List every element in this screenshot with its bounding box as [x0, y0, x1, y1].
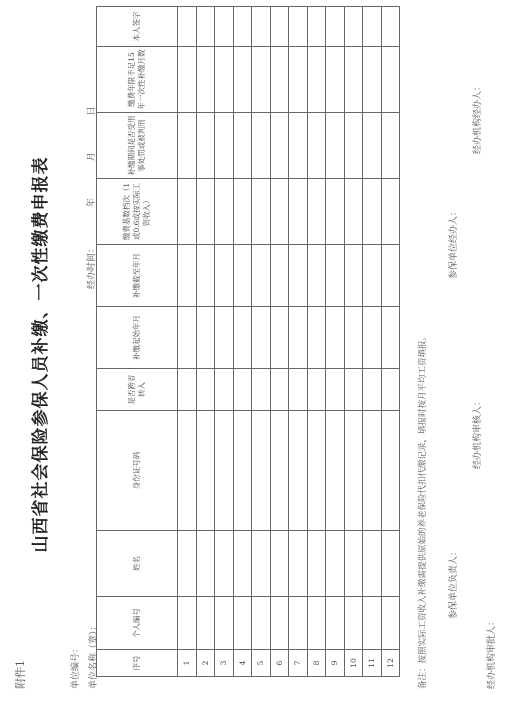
remarks-note: 备注：按照实际工资收入补缴需提供原始的养老保险代扣代缴记录，填报时按月平均工资填报。 [418, 331, 428, 689]
table-cell [289, 7, 308, 47]
row-number: 11 [363, 650, 382, 677]
table-cell [215, 597, 234, 650]
table-cell [178, 179, 197, 245]
table-cell [381, 531, 400, 597]
row-number: 10 [344, 650, 363, 677]
table-cell [233, 597, 252, 650]
date-day-label: 日 [87, 106, 97, 116]
table-cell [252, 7, 271, 47]
table-cell [363, 597, 382, 650]
table-cell [215, 411, 234, 531]
row-number: 7 [289, 650, 308, 677]
table-cell [381, 47, 400, 113]
table-cell [344, 411, 363, 531]
table-cell [270, 179, 289, 245]
table-cell [326, 47, 345, 113]
table-cell [344, 369, 363, 411]
table-cell [178, 307, 197, 369]
table-cell [233, 7, 252, 47]
table-cell [196, 179, 215, 245]
table-cell [344, 245, 363, 307]
table-cell [178, 531, 197, 597]
table-cell [363, 307, 382, 369]
table-cell [326, 7, 345, 47]
date-month-label: 月 [87, 152, 97, 162]
table-cell [363, 179, 382, 245]
agency-approver-signature: 经办机构审批人： [487, 616, 497, 689]
column-header: 身份证号码 [97, 411, 178, 531]
table-cell [233, 245, 252, 307]
table-cell [381, 597, 400, 650]
date-year-label: 年 [87, 198, 97, 208]
table-cell [196, 245, 215, 307]
table-cell [178, 47, 197, 113]
table-cell [289, 245, 308, 307]
row-number: 2 [196, 650, 215, 677]
table-cell [196, 47, 215, 113]
table-cell [307, 531, 326, 597]
table-cell [233, 179, 252, 245]
agency-reviewer-signature: 经办机构审核人： [473, 396, 483, 469]
table-cell [233, 531, 252, 597]
table-cell [270, 7, 289, 47]
table-row [252, 7, 271, 677]
table-cell [344, 179, 363, 245]
table-cell [307, 245, 326, 307]
table-cell [307, 113, 326, 179]
table-cell [289, 179, 308, 245]
table-row [344, 7, 363, 677]
unit-handler-signature: 参保单位经办人： [449, 206, 459, 279]
table-row [307, 7, 326, 677]
table-cell [270, 531, 289, 597]
table-cell [196, 411, 215, 531]
table-cell [233, 369, 252, 411]
header-row [97, 7, 178, 677]
table-cell [363, 369, 382, 411]
table-row [270, 7, 289, 677]
table-body [178, 7, 400, 677]
table-cell [363, 411, 382, 531]
table-cell [215, 307, 234, 369]
declaration-table [96, 6, 400, 677]
column-header: 姓名 [97, 531, 178, 597]
table-row [196, 7, 215, 677]
table-cell [344, 7, 363, 47]
table-cell [270, 369, 289, 411]
table-cell [326, 113, 345, 179]
table-header [97, 7, 178, 677]
agency-handler-signature: 经办机构经办人： [473, 81, 483, 154]
table-cell [289, 307, 308, 369]
table-cell [307, 179, 326, 245]
table-cell [326, 597, 345, 650]
table-row [381, 7, 400, 677]
table-cell [326, 369, 345, 411]
table-cell [307, 411, 326, 531]
table-cell [252, 597, 271, 650]
table-cell [363, 7, 382, 47]
column-header: 缴费基数档次（1或0.6或按实际工资收入） [97, 179, 178, 245]
table-row [326, 7, 345, 677]
table-row [233, 7, 252, 677]
table-row [215, 7, 234, 677]
table-cell [289, 531, 308, 597]
table-cell [381, 113, 400, 179]
column-header: 本人签字 [97, 7, 178, 47]
row-number: 3 [215, 650, 234, 677]
table-cell [363, 113, 382, 179]
table-cell [252, 369, 271, 411]
table-cell [289, 47, 308, 113]
unit-leader-signature: 参保单位负责人： [449, 546, 459, 619]
table-cell [326, 307, 345, 369]
table-cell [178, 597, 197, 650]
table-cell [326, 179, 345, 245]
table-cell [270, 47, 289, 113]
table-cell [381, 7, 400, 47]
table-cell [270, 245, 289, 307]
table-cell [215, 47, 234, 113]
table-cell [381, 245, 400, 307]
table-cell [178, 411, 197, 531]
table-cell [381, 369, 400, 411]
table-cell [289, 369, 308, 411]
table-cell [363, 245, 382, 307]
row-number: 12 [381, 650, 400, 677]
table-cell [233, 113, 252, 179]
table-cell [344, 531, 363, 597]
table-cell [307, 47, 326, 113]
table-cell [252, 531, 271, 597]
table-cell [252, 307, 271, 369]
table-cell [215, 7, 234, 47]
row-number: 4 [233, 650, 252, 677]
form-title: 山西省社会保险参保人员补缴、一次性缴费申报表 [31, 156, 51, 553]
table-cell [326, 411, 345, 531]
table-cell [270, 597, 289, 650]
table-cell [270, 411, 289, 531]
table-cell [196, 597, 215, 650]
table-cell [215, 369, 234, 411]
table-cell [289, 113, 308, 179]
table-cell [196, 369, 215, 411]
row-number: 9 [326, 650, 345, 677]
row-number: 8 [307, 650, 326, 677]
column-header: 补缴截至年月 [97, 245, 178, 307]
table-cell [196, 307, 215, 369]
table-cell [178, 245, 197, 307]
table-cell [252, 179, 271, 245]
table-cell [363, 531, 382, 597]
table-cell [363, 47, 382, 113]
table-cell [196, 531, 215, 597]
table-cell [326, 531, 345, 597]
unit-code-label: 单位编号： [71, 643, 81, 689]
attachment-label: 附件1 [14, 660, 27, 689]
table-cell [233, 47, 252, 113]
table-cell [344, 307, 363, 369]
table-cell [344, 597, 363, 650]
table-cell [252, 113, 271, 179]
table-cell [289, 597, 308, 650]
table-cell [252, 245, 271, 307]
table-cell [289, 411, 308, 531]
table-cell [196, 7, 215, 47]
table-cell [381, 411, 400, 531]
column-header: 个人编号 [97, 597, 178, 650]
table-cell [196, 113, 215, 179]
table-cell [215, 245, 234, 307]
table-cell [307, 307, 326, 369]
row-number: 6 [270, 650, 289, 677]
table-cell [215, 113, 234, 179]
table-row [289, 7, 308, 677]
table-cell [178, 113, 197, 179]
table-cell [307, 7, 326, 47]
table-cell [270, 307, 289, 369]
table-cell [344, 47, 363, 113]
unit-name-label: 单位名称（章）： [89, 621, 99, 689]
column-header: 是否跨省转入 [97, 369, 178, 411]
table-cell [215, 531, 234, 597]
date-label: 经办时间： [87, 243, 97, 289]
table-cell [252, 47, 271, 113]
table-cell [178, 7, 197, 47]
row-number: 5 [252, 650, 271, 677]
table-cell [215, 179, 234, 245]
table-cell [252, 411, 271, 531]
table-row [363, 7, 382, 677]
table-cell [307, 597, 326, 650]
column-header: 补缴期间是否受刑事处罚或被判刑 [97, 113, 178, 179]
column-header: 缴费年限不足15年一次性补缴月数 [97, 47, 178, 113]
table-cell [233, 411, 252, 531]
table-cell [344, 113, 363, 179]
table-cell [307, 369, 326, 411]
table-cell [381, 179, 400, 245]
table-cell [381, 307, 400, 369]
table-row [178, 7, 197, 677]
row-number: 1 [178, 650, 197, 677]
table-cell [326, 245, 345, 307]
table-cell [233, 307, 252, 369]
table-cell [178, 369, 197, 411]
column-header: 序号 [97, 650, 178, 677]
table-cell [270, 113, 289, 179]
column-header: 补缴起始年月 [97, 307, 178, 369]
